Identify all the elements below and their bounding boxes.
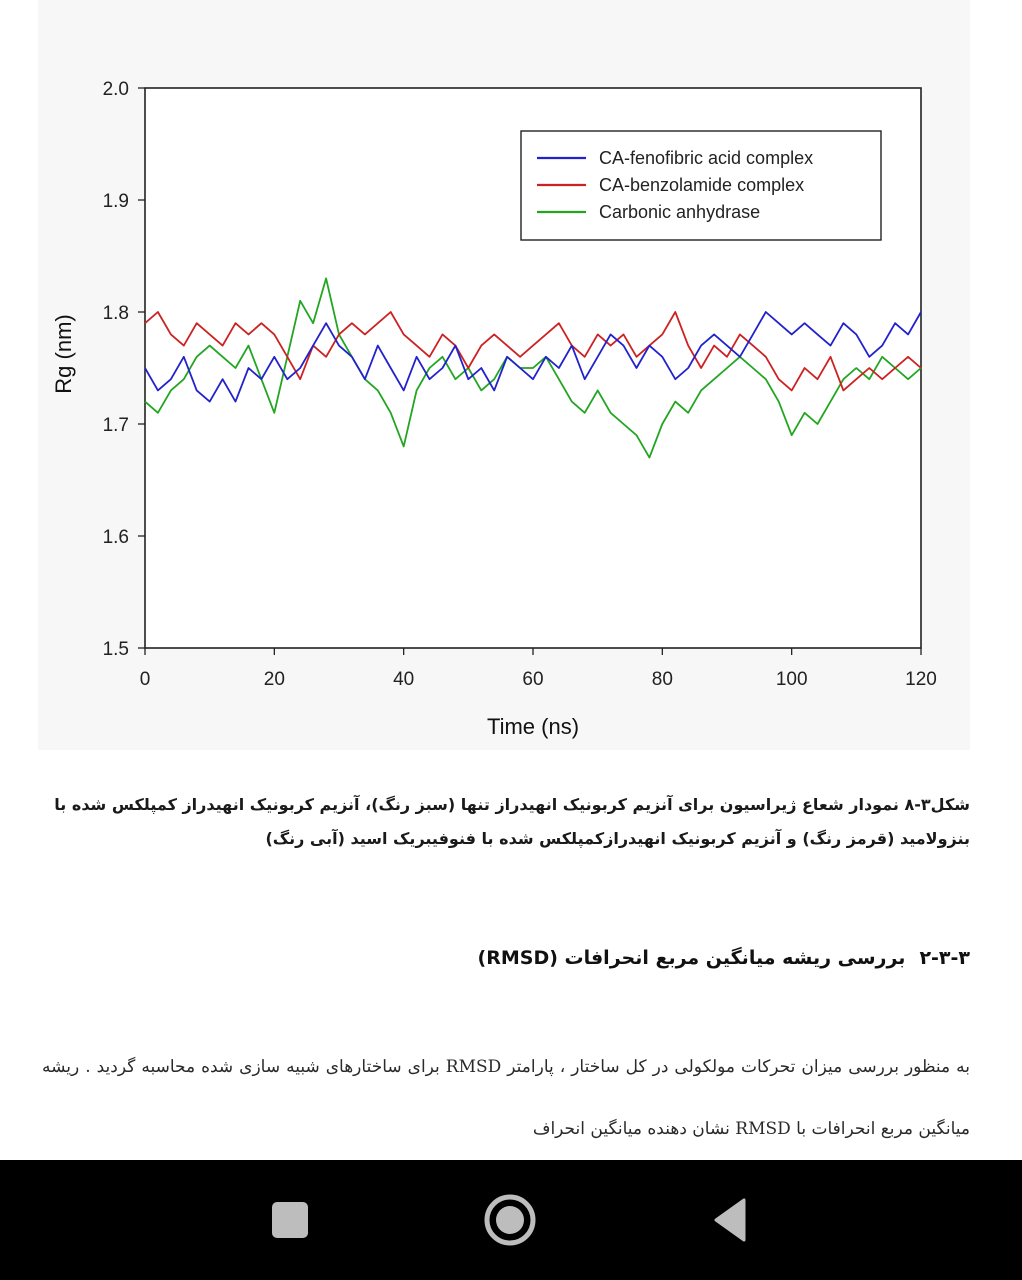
home-button[interactable] <box>478 1188 542 1252</box>
section-number: ۲-۳-۳ <box>919 947 970 969</box>
y-tick-label: 1.8 <box>102 303 129 324</box>
figure <box>38 0 970 750</box>
y-tick-label: 1.9 <box>102 191 129 212</box>
x-tick-label: 20 <box>263 669 285 690</box>
square-icon <box>258 1188 322 1252</box>
x-tick-label: 40 <box>393 669 415 690</box>
y-tick-label: 2.0 <box>102 79 129 100</box>
figure-caption: شکل۳-۸ نمودار شعاع ژیراسیون برای آنزیم کربونیک انهیدراز تنها (سبز رنگ)، آنزیم کربونیک انهیدراز کمپلکس شده با بنزولامید (قرمز رنگ) و آنزیم کربونیک انهیدرازکمپلکس شده با فنوفیبریک اسید (آبی رنگ) <box>54 795 970 848</box>
x-tick-label: 0 <box>139 669 151 690</box>
back-button[interactable] <box>698 1188 762 1252</box>
recents-button[interactable] <box>258 1188 322 1252</box>
x-tick-label: 80 <box>651 669 673 690</box>
legend-label: Carbonic anhydrase <box>599 202 761 222</box>
y-tick-label: 1.5 <box>102 639 129 660</box>
triangle-icon <box>698 1188 762 1252</box>
y-tick-label: 1.7 <box>102 415 129 436</box>
y-tick-label: 1.6 <box>102 527 129 548</box>
y-axis-label: Rg (nm) <box>51 314 76 394</box>
section-heading <box>40 938 970 978</box>
body-paragraph: به منظور بررسی میزان تحرکات مولکولی در کل ساختار ، پارامتر RMSD برای ساختارهای شبیه سازی شده محاسبه گردید . ریشه میانگین مربع انحرافات با RMSD نشان دهنده میانگین انحراف <box>42 1057 970 1139</box>
android-nav-bar <box>0 1160 1022 1280</box>
x-axis-label: Time (ns) <box>486 714 580 739</box>
x-tick-label: 120 <box>905 669 937 690</box>
x-tick-label: 100 <box>775 669 808 690</box>
legend-label: CA-fenofibric acid complex <box>599 148 814 168</box>
rg-chart <box>38 0 970 750</box>
legend-label: CA-benzolamide complex <box>599 175 805 195</box>
circle-icon <box>478 1188 542 1252</box>
section-title: بررسی ریشه میانگین مربع انحرافات (RMSD) <box>477 947 906 969</box>
x-tick-label: 60 <box>522 669 544 690</box>
